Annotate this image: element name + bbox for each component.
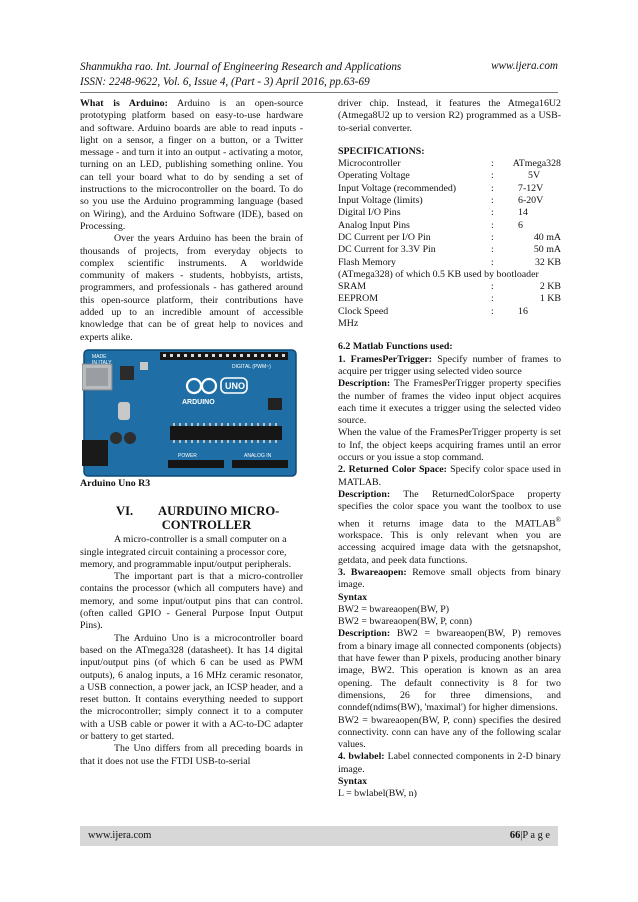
spec-row — [338, 158, 561, 170]
fn-bwareaopen-desc — [338, 628, 561, 714]
syntax-heading — [338, 776, 561, 788]
fn-framespertrigger — [338, 354, 561, 379]
spec-row — [338, 207, 561, 219]
spec-value: 16 — [518, 305, 528, 317]
spec-label: EEPROM — [338, 293, 379, 305]
spec-row — [338, 195, 561, 207]
syntax-heading-text: Syntax — [338, 591, 368, 603]
spec-sep: : — [491, 219, 494, 231]
fn-lead: 4. bwlabel: — [338, 751, 385, 763]
fn-bwareaopen-desc2: BW2 = bwareaopen(BW, P, conn) specifies the desired connectivity. conn can have any of the following scalar values. — [338, 714, 561, 751]
board-uno-label: UNO — [225, 380, 245, 391]
spec-label: Digital I/O Pins — [338, 207, 401, 219]
spec-label: Input Voltage (limits) — [338, 195, 423, 207]
spec-sep: : — [491, 256, 494, 268]
spec-value: 6-20V — [518, 195, 544, 207]
arduino-uno-board-image — [82, 346, 300, 478]
fn-text: Label connected components in 2-D binary image. — [338, 751, 561, 775]
board-power-label: POWER — [178, 452, 197, 459]
footer-website: www.ijera.com — [88, 830, 152, 841]
spec-value: 5V — [528, 170, 541, 182]
fn-bwlabel — [338, 751, 561, 776]
spec-label: Clock Speed — [338, 305, 389, 317]
syntax-heading-text: Syntax — [338, 776, 368, 788]
intro-paragraph — [80, 98, 303, 233]
board-arduino-label: ARDUINO — [182, 398, 215, 406]
spec-value: 50 mA — [533, 244, 561, 256]
spec-row — [338, 257, 561, 269]
fn-text: Specify color space used in MATLAB. — [338, 464, 561, 488]
desc-text: The FramesPerTrigger property specifies the number of frames the video input object acquires each time it executes a trigger using the selected video source. — [338, 378, 561, 427]
paragraph-arduino-uno: The Arduino Uno is a microcontroller board based on the ATmega328 (datasheet). It has 14 digital input/output pins (of which 6 can be used as PWM outputs), 6 analog inputs, a 16 MHz ceramic resonator, a USB connection, a power jack, an ICSP header, and a reset button. It contains everything needed to support the microcontroller; simply connect it to a computer with a USB cable or power it with a AC-to-DC adapter or battery to get started. — [80, 632, 303, 742]
spec-value: 32 KB — [534, 256, 561, 268]
paragraph-important-part: The important part is that a micro-controller contains the processor (which all computers have) and memory, and some input/output pins that can control. (often called GPIO - General Purpose Input Output Pins). — [80, 571, 303, 632]
spec-heading-text: SPECIFICATIONS: — [338, 145, 425, 157]
spec-label: DC Current per I/O Pin — [338, 231, 431, 243]
matlab-heading — [338, 341, 561, 353]
intro-lead: What is Arduino: — [80, 98, 168, 109]
paragraph-uno-differs: The Uno differs from all preceding boards in that it does not use the FTDI USB-to-serial — [80, 743, 303, 767]
header-website: www.ijera.com — [491, 60, 558, 72]
fn-lead: 1. FramesPerTrigger: — [338, 353, 433, 365]
spec-sep: : — [491, 182, 494, 194]
spec-label: SRAM — [338, 281, 366, 293]
intro-text: Arduino is an open-source prototyping platform based on easy-to-use hardware and software. Arduino boards are able to read inputs - light on a sensor, a finger on a button, or a Twitter message - and turn it into an output - activating a motor, turning on an LED, publishing something online. You can tell your board what to do by sending a set of instructions to the microcontroller on the board. To do so you use the Arduino programming language (based on Wiring), and the Arduino Software (IDE), based on Processing. — [80, 98, 303, 232]
fn-lead: 3. Bwareaopen: — [338, 566, 407, 578]
fn-bwareaopen — [338, 567, 561, 592]
spec-sep: : — [491, 207, 494, 219]
paragraph-community: Over the years Arduino has been the brain of thousands of projects, from everyday objects to complex scientific instruments. A worldwide community of makers - students, hobbyists, artists, programmers, and professionals - has gathered around this open-source platform, their contributions have added up to an incredible amount of accessible knowledge that can be of great help to novices and experts alike. — [80, 233, 303, 343]
board-made-label: MADE — [92, 353, 107, 360]
desc-lead: Description: — [338, 628, 391, 640]
spec-label: Flash Memory — [338, 256, 396, 268]
spec-label: DC Current for 3.3V Pin — [338, 244, 436, 256]
clock-unit: MHz — [338, 318, 359, 330]
left-column — [80, 98, 303, 768]
fn-returnedcolorspace — [338, 464, 561, 489]
spec-label: Input Voltage (recommended) — [338, 182, 457, 194]
matlab-heading-text: 6.2 Matlab Functions used: — [338, 341, 453, 353]
registered-mark: ® — [555, 515, 561, 524]
syntax-heading — [338, 592, 561, 604]
section-title-line2: CONTROLLER — [161, 518, 252, 533]
desc-text: The ReturnedColorSpace property specifies the color space you want the toolbox to use when it returns image data to the MATLAB — [338, 488, 561, 529]
header-rule — [80, 92, 558, 93]
fn-text: Remove small objects from binary image. — [338, 566, 561, 591]
spec-label: Operating Voltage — [338, 170, 410, 182]
spec-label: Microcontroller — [338, 158, 401, 170]
spec-value: 6 — [518, 219, 523, 231]
footer-page-number — [510, 826, 550, 846]
board-digital-label: DIGITAL (PWM~) — [232, 363, 271, 370]
spec-value: 40 mA — [533, 231, 561, 243]
desc-text: BW2 = bwareaopen(BW, P) removes from a binary image all connected components (objects) that have fewer than P pixels, producing another binary image, BW2. This operation is known as an area opening. The default connectivity is 8 for two dimensions, 26 for three dimensions, and conndef(ndims(BW), 'maximal') for higher dimensions. — [338, 628, 561, 714]
spec-sep: : — [491, 244, 494, 256]
spec-sep: : — [491, 281, 494, 293]
desc-lead: Description: — [338, 488, 391, 500]
page-word: |P a g e — [520, 830, 550, 841]
page-footer — [80, 826, 558, 846]
spec-sep: : — [491, 195, 494, 207]
spec-label: Analog Input Pins — [338, 219, 410, 231]
right-column — [338, 98, 561, 801]
section-title-line1: AURDUINO MICRO- — [158, 504, 280, 519]
spec-value: 7-12V — [518, 182, 544, 194]
flash-note: (ATmega328) of which 0.5 KB used by bootloader — [338, 268, 539, 280]
paragraph-microcontroller-def: A micro-controller is a small computer on a single integrated circuit containing a processor core, memory, and programmable input/output peripherals. — [80, 534, 292, 570]
fn-lead: 2. Returned Color Space: — [338, 464, 447, 476]
spec-sep: : — [491, 293, 494, 305]
syntax-line: L = bwlabel(BW, n) — [338, 788, 417, 800]
spec-value: ATmega328 — [512, 158, 561, 170]
spec-row — [338, 183, 561, 195]
spec-heading — [338, 146, 561, 158]
fn-framespertrigger-desc2: When the value of the FramesPerTrigger property is set to Inf, the object keeps acquiring frames until an error occurs or you issue a stop command. — [338, 427, 561, 464]
spec-sep: : — [491, 158, 494, 170]
desc-lead: Description: — [338, 378, 391, 390]
board-italy-label: IN ITALY — [92, 359, 112, 366]
spec-row — [338, 220, 561, 232]
spec-row — [338, 281, 561, 293]
spec-sep: : — [491, 305, 494, 317]
running-header — [80, 60, 480, 90]
page-number: 66 — [509, 830, 521, 841]
spec-value: 14 — [518, 207, 528, 219]
header-issn: ISSN: 2248-9622, Vol. 6, Issue 4, (Part - 3) April 2016, pp.63-69 — [80, 76, 370, 88]
spec-row — [338, 306, 561, 318]
fn-text: Specify number of frames to acquire per trigger using selected video source — [338, 353, 562, 377]
header-citation: Shanmukha rao. Int. Journal of Engineering Research and Applications — [80, 61, 402, 73]
spec-row — [338, 170, 561, 182]
spec-sep: : — [491, 231, 494, 243]
figure-caption: Arduino Uno R3 — [80, 477, 151, 489]
spec-sep: : — [491, 170, 494, 182]
spec-value: 2 KB — [539, 281, 561, 293]
spec-value: 1 KB — [539, 293, 561, 305]
desc-text-end: workspace. This is only relevant when you are accessing acquired image data with the getsnapshot, getdata, and peek data functions. — [338, 530, 561, 566]
spec-row — [338, 244, 561, 256]
fn-returnedcolorspace-desc — [338, 489, 561, 567]
syntax-line: BW2 = bwareaopen(BW, P, conn) — [338, 616, 473, 628]
fn-framespertrigger-desc — [338, 378, 561, 427]
section-number: VI. — [116, 504, 134, 519]
syntax-line: BW2 = bwareaopen(BW, P) — [338, 603, 450, 615]
paragraph-continued: driver chip. Instead, it features the Atmega16U2 (Atmega8U2 up to version R2) programmed as a USB-to-serial converter. — [338, 98, 561, 134]
section-heading — [80, 504, 303, 532]
board-analog-label: ANALOG IN — [244, 452, 272, 459]
spec-row — [338, 232, 561, 244]
spec-row — [338, 293, 561, 305]
